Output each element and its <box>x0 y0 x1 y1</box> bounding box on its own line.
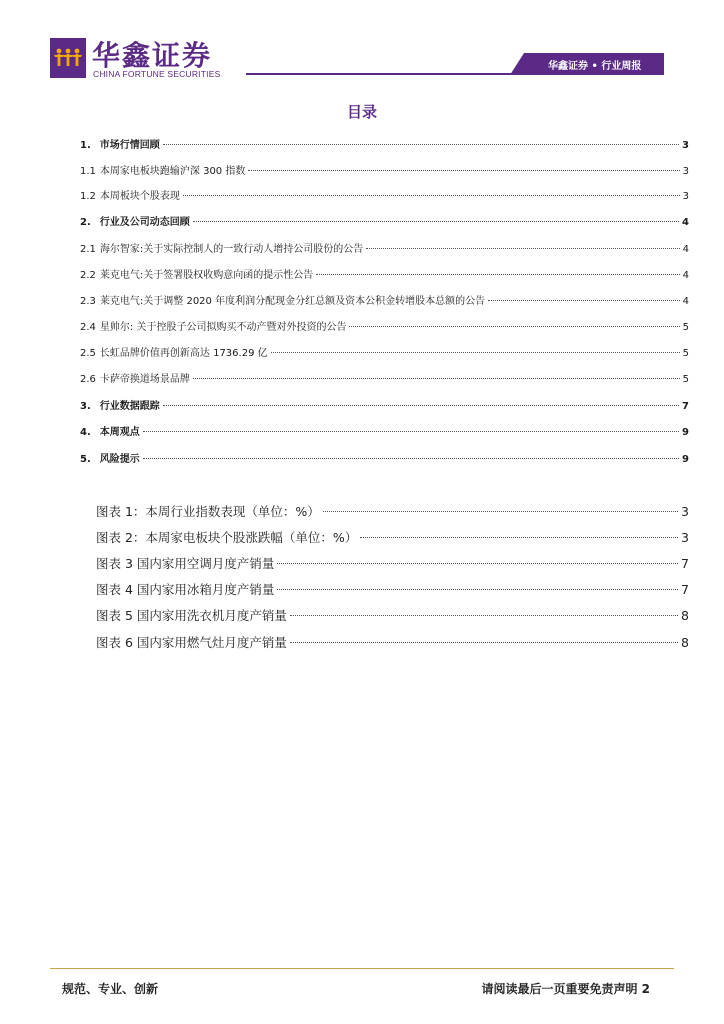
toc-entry[interactable] <box>80 243 689 257</box>
toc-entry-title: 海尔智家:关于实际控制人的一致行动人增持公司股份的公告 <box>99 244 364 255</box>
toc-entry-number: 2.6 <box>80 374 96 385</box>
toc-entry-number: 1. <box>80 140 91 151</box>
toc-entry-title: 莱克电气:关于签署股权收购意向函的提示性公告 <box>99 270 314 281</box>
footer-slogan: 规范、专业、创新 <box>62 982 159 996</box>
dot-leader <box>290 642 678 643</box>
toc-entry-number: 2.2 <box>80 270 96 281</box>
toc-entry-title: 行业及公司动态回顾 <box>99 217 190 228</box>
figure-entry-page: 3 <box>681 530 689 545</box>
dot-leader <box>277 563 678 564</box>
dot-leader <box>163 405 679 406</box>
toc-entry[interactable] <box>80 453 689 467</box>
toc-entry-title: 长虹品牌价值再创新高达 1736.29 亿 <box>99 348 268 359</box>
toc-entry[interactable] <box>80 373 689 387</box>
figure-entry-title: 图表 2：本周家电板块个股涨跌幅（单位：%） <box>96 530 358 545</box>
toc-entry-number: 2.1 <box>80 244 96 255</box>
figure-entry-title: 图表 1：本周行业指数表现（单位：%） <box>96 504 320 519</box>
figure-entry-title: 图表 3 国内家用空调月度产销量 <box>96 556 275 571</box>
toc-entry-page: 4 <box>682 296 689 307</box>
company-logo <box>50 38 86 78</box>
figure-entry[interactable] <box>96 555 689 573</box>
toc-entry-title: 市场行情回顾 <box>99 140 160 151</box>
dot-leader <box>248 170 679 171</box>
figure-entry-page: 3 <box>681 504 689 519</box>
toc-entry-number: 2.3 <box>80 296 96 307</box>
toc-entry-number: 2.4 <box>80 322 96 333</box>
dot-leader <box>290 615 678 616</box>
dot-leader <box>323 511 678 512</box>
toc-entry-number: 2.5 <box>80 348 96 359</box>
toc-entry-title: 行业数据跟踪 <box>99 401 160 412</box>
disclaimer-text: 请阅读最后一页重要免责声明 <box>481 982 638 996</box>
toc-entry-page: 5 <box>682 374 689 385</box>
dot-leader <box>316 274 679 275</box>
figure-entry[interactable] <box>96 529 689 547</box>
toc-entry-page: 3 <box>682 140 689 151</box>
toc-entry-page: 5 <box>682 322 689 333</box>
brand-name-cn: 华鑫证券 <box>92 39 213 72</box>
toc-entry-number: 5. <box>80 454 91 465</box>
dot-leader <box>193 378 680 379</box>
figure-entry[interactable] <box>96 607 689 625</box>
toc-entry-page: 5 <box>682 348 689 359</box>
figure-entry-page: 8 <box>681 635 689 650</box>
footer-disclaimer <box>481 980 650 997</box>
toc-entry-page: 9 <box>682 427 689 438</box>
toc-entry-title: 星帅尔: 关于控股子公司拟购买不动产暨对外投资的公告 <box>99 322 347 333</box>
toc-entry[interactable] <box>80 269 689 283</box>
toc-entry-title: 风险提示 <box>99 454 140 465</box>
toc-entry-number: 1.1 <box>80 166 96 177</box>
toc-entry-title: 莱克电气:关于调整 2020 年度利润分配现金分红总额及资本公积金转增股本总额的公告 <box>99 296 486 307</box>
figure-entry-page: 8 <box>681 608 689 623</box>
toc-entry[interactable] <box>80 190 689 204</box>
footer-divider <box>50 968 674 969</box>
figure-entry[interactable] <box>96 503 689 521</box>
figure-entry-page: 7 <box>681 582 689 597</box>
dot-leader <box>193 221 679 222</box>
toc-entry-number: 4. <box>80 427 91 438</box>
figure-entry-title: 图表 6 国内家用燃气灶月度产销量 <box>96 635 287 650</box>
toc-entry[interactable] <box>80 426 689 440</box>
dot-leader <box>143 458 679 459</box>
toc-entry-title: 本周板块个股表现 <box>99 191 180 202</box>
toc-entry-number: 1.2 <box>80 191 96 202</box>
toc-entry-page: 9 <box>682 454 689 465</box>
toc-entry[interactable] <box>80 165 689 179</box>
figure-entry[interactable] <box>96 634 689 652</box>
toc-title: 目录 <box>346 103 377 121</box>
toc-entry-title: 卡萨帝换道场景品牌 <box>99 374 190 385</box>
toc-entry-title: 本周观点 <box>99 427 140 438</box>
brand-name-en: CHINA FORTUNE SECURITIES <box>93 69 221 79</box>
toc-entry-page: 4 <box>682 270 689 281</box>
toc-entry-page: 4 <box>682 244 689 255</box>
figure-entry-title: 图表 5 国内家用洗衣机月度产销量 <box>96 608 287 623</box>
toc-entry-title: 本周家电板块跑输沪深 300 指数 <box>99 166 246 177</box>
toc-entry[interactable] <box>80 321 689 335</box>
toc-entry-number: 2. <box>80 217 91 228</box>
dot-leader <box>143 431 679 432</box>
figure-entry[interactable] <box>96 581 689 599</box>
report-type-label: 华鑫证券 • 行业周报 <box>548 61 642 72</box>
dot-leader <box>271 352 680 353</box>
dot-leader <box>488 300 680 301</box>
toc-entry-page: 4 <box>682 217 689 228</box>
dot-leader <box>349 326 679 327</box>
three-figures-icon <box>50 38 86 78</box>
toc-entry-number: 3. <box>80 401 91 412</box>
dot-leader <box>163 144 679 145</box>
dot-leader <box>366 248 679 249</box>
toc-entry[interactable] <box>80 216 689 230</box>
dot-leader <box>183 195 680 196</box>
toc-entry[interactable] <box>80 347 689 361</box>
page-number: 2 <box>641 982 650 996</box>
toc-entry[interactable] <box>80 139 689 153</box>
dot-leader <box>360 537 678 538</box>
dot-leader <box>277 589 678 590</box>
figure-entry-page: 7 <box>681 556 689 571</box>
toc-entry[interactable] <box>80 295 689 309</box>
toc-entry-page: 7 <box>682 401 689 412</box>
figure-entry-title: 图表 4 国内家用冰箱月度产销量 <box>96 582 275 597</box>
toc-entry[interactable] <box>80 400 689 414</box>
toc-entry-page: 3 <box>682 191 689 202</box>
toc-entry-page: 3 <box>682 166 689 177</box>
